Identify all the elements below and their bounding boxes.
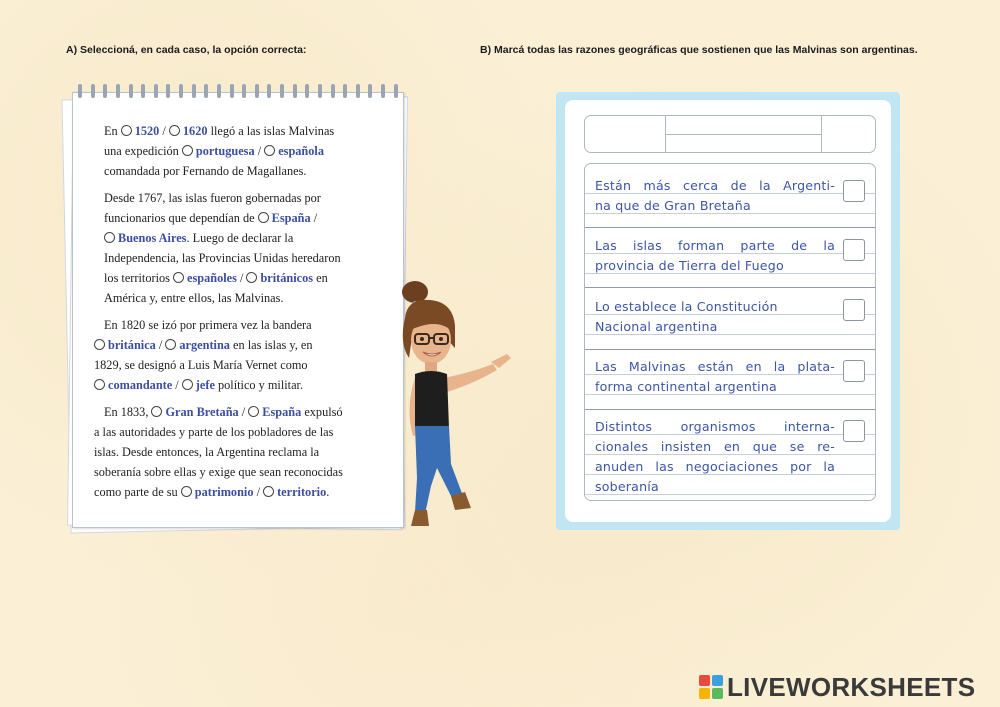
reason-checkbox-1[interactable] bbox=[843, 180, 865, 202]
slash: / bbox=[310, 211, 318, 225]
text: 1829, se designó a Luis María Vernet como bbox=[94, 358, 308, 372]
notebook-header-table bbox=[584, 115, 876, 153]
reason-line: soberanía bbox=[595, 479, 659, 494]
option-radio-britanica[interactable] bbox=[94, 339, 105, 350]
teacher-avatar-illustration bbox=[385, 268, 525, 528]
option-argentina[interactable]: argentina bbox=[179, 338, 230, 352]
reason-line: forma continental argentina bbox=[595, 379, 777, 394]
option-radio-espana-2[interactable] bbox=[248, 406, 259, 417]
text: Independencia, las Provincias Unidas heredaron bbox=[104, 251, 341, 265]
option-radio-gran-bretana[interactable] bbox=[151, 406, 162, 417]
reason-checkbox-4[interactable] bbox=[843, 360, 865, 382]
notepad-text bbox=[94, 121, 384, 509]
option-espana-2[interactable]: España bbox=[262, 405, 302, 419]
text: En 1820 se izó por primera vez la bandera bbox=[104, 318, 312, 332]
slash: / bbox=[254, 144, 265, 158]
option-espanola[interactable]: española bbox=[278, 144, 324, 158]
slash: / bbox=[238, 405, 249, 419]
option-espana[interactable]: España bbox=[271, 211, 311, 225]
reason-checkbox-5[interactable] bbox=[843, 420, 865, 442]
text: . Luego de declarar la bbox=[186, 231, 294, 245]
option-radio-portuguesa[interactable] bbox=[182, 145, 193, 156]
reason-line: Las Malvinas están en la plata- bbox=[595, 359, 835, 374]
text: islas. Desde entonces, la Argentina reclama la bbox=[94, 445, 320, 459]
text: En 1833, bbox=[104, 405, 152, 419]
slash: / bbox=[155, 338, 166, 352]
text: América y, entre ellos, las Malvinas. bbox=[104, 291, 284, 305]
text: una expedición bbox=[104, 144, 182, 158]
option-espanoles[interactable]: españoles bbox=[187, 271, 237, 285]
text: los territorios bbox=[104, 271, 173, 285]
option-buenos-aires[interactable]: Buenos Aires bbox=[118, 231, 187, 245]
option-britanicos[interactable]: británicos bbox=[260, 271, 314, 285]
logo-tile bbox=[712, 675, 723, 686]
option-radio-espanola[interactable] bbox=[264, 145, 275, 156]
option-britanica[interactable]: británica bbox=[108, 338, 156, 352]
option-radio-argentina[interactable] bbox=[165, 339, 176, 350]
option-radio-patrimonio[interactable] bbox=[181, 486, 192, 497]
logo-text: LIVEWORKSHEETS bbox=[727, 672, 976, 702]
reason-item-1 bbox=[595, 176, 835, 216]
text: llegó a las islas Malvinas bbox=[207, 124, 335, 138]
option-radio-espanoles[interactable] bbox=[173, 272, 184, 283]
option-territorio[interactable]: territorio bbox=[277, 485, 327, 499]
text: funcionarios que dependían de bbox=[104, 211, 258, 225]
reason-line: Están más cerca de la Argenti- bbox=[595, 178, 835, 193]
paragraph-4 bbox=[94, 402, 384, 502]
reason-line: na que de Gran Bretaña bbox=[595, 198, 751, 213]
option-jefe[interactable]: jefe bbox=[195, 378, 215, 392]
logo-tile bbox=[712, 688, 723, 699]
option-radio-1620[interactable] bbox=[169, 125, 180, 136]
option-radio-1520[interactable] bbox=[121, 125, 132, 136]
option-radio-comandante[interactable] bbox=[94, 379, 105, 390]
text: comandada por Fernando de Magallanes. bbox=[104, 164, 307, 178]
text: a las autoridades y parte de los pobladores de las bbox=[94, 425, 334, 439]
reason-item-3 bbox=[595, 297, 835, 337]
text: . bbox=[326, 485, 330, 499]
logo-tile bbox=[699, 688, 710, 699]
option-patrimonio[interactable]: patrimonio bbox=[194, 485, 254, 499]
text: político y militar. bbox=[214, 378, 304, 392]
option-radio-buenos-aires[interactable] bbox=[104, 232, 115, 243]
notepad-rings bbox=[72, 84, 404, 98]
slash: / bbox=[172, 378, 182, 392]
text: como parte de su bbox=[94, 485, 181, 499]
slash: / bbox=[159, 124, 169, 138]
option-radio-jefe[interactable] bbox=[182, 379, 193, 390]
reason-line: cionales insisten en que se re- bbox=[595, 439, 835, 454]
heading-a: A) Seleccioná, en cada caso, la opción correcta: bbox=[66, 44, 307, 56]
liveworksheets-logo bbox=[699, 672, 975, 702]
option-1520[interactable]: 1520 bbox=[134, 124, 160, 138]
reason-checkbox-3[interactable] bbox=[843, 299, 865, 321]
option-radio-britanicos[interactable] bbox=[246, 272, 257, 283]
reason-line: provincia de Tierra del Fuego bbox=[595, 258, 784, 273]
option-radio-territorio[interactable] bbox=[263, 486, 274, 497]
slash: / bbox=[236, 271, 247, 285]
option-radio-espana[interactable] bbox=[258, 212, 269, 223]
logo-tile bbox=[699, 675, 710, 686]
option-comandante[interactable]: comandante bbox=[108, 378, 173, 392]
option-1620[interactable]: 1620 bbox=[182, 124, 208, 138]
logo-mark-icon bbox=[699, 675, 723, 699]
reason-line: anuden las negociaciones por la bbox=[595, 459, 835, 474]
text: En bbox=[104, 124, 121, 138]
text: en las islas y, en bbox=[229, 338, 313, 352]
text: soberanía sobre ellas y exige que sean reconocidas bbox=[94, 465, 343, 479]
reason-checkbox-2[interactable] bbox=[843, 239, 865, 261]
reason-item-5 bbox=[595, 417, 835, 497]
reasons-list bbox=[584, 163, 876, 501]
reason-line: Nacional argentina bbox=[595, 319, 718, 334]
paragraph-1 bbox=[94, 121, 384, 181]
reason-line: Las islas forman parte de la bbox=[595, 238, 835, 253]
text: expulsó bbox=[301, 405, 343, 419]
paragraph-3 bbox=[94, 315, 384, 395]
slash: / bbox=[253, 485, 264, 499]
text: en bbox=[313, 271, 328, 285]
reason-line: Lo establece la Constitución bbox=[595, 299, 778, 314]
option-gran-bretana[interactable]: Gran Bretaña bbox=[165, 405, 239, 419]
option-portuguesa[interactable]: portuguesa bbox=[195, 144, 255, 158]
reason-line: Distintos organismos interna- bbox=[595, 419, 835, 434]
paragraph-2 bbox=[94, 188, 384, 308]
reason-item-4 bbox=[595, 357, 835, 397]
text: Desde 1767, las islas fueron gobernadas por bbox=[104, 191, 321, 205]
reason-item-2 bbox=[595, 236, 835, 276]
heading-b: B) Marcá todas las razones geográficas que sostienen que las Malvinas son argentinas. bbox=[480, 44, 918, 56]
